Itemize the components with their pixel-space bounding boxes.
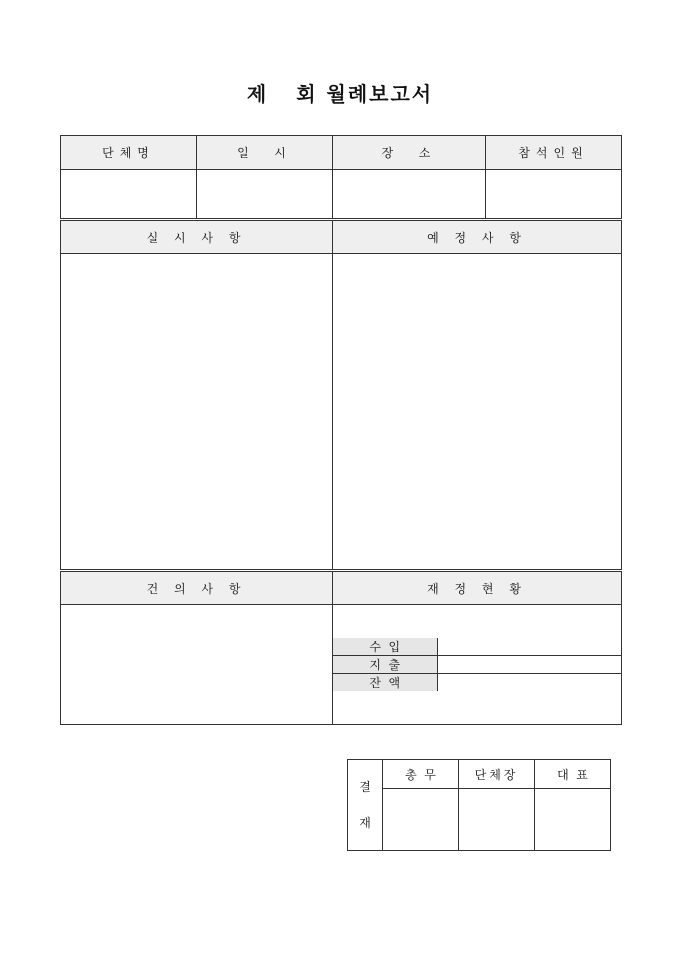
header-org-name: 단체명: [61, 136, 197, 170]
finance-income-label: 수 입: [333, 638, 437, 656]
role-secretary: 총 무: [383, 760, 459, 789]
header-attendees: 참석인원: [486, 136, 622, 170]
title-prefix: 제: [246, 82, 269, 106]
title-suffix: 회 월례보고서: [296, 82, 434, 106]
date-field[interactable]: [197, 170, 333, 220]
finance-table-cell: [333, 605, 622, 725]
finance-table: [333, 638, 621, 691]
section-done-header: 실 시 사 항: [61, 220, 333, 254]
finance-expense-value[interactable]: [437, 656, 621, 674]
finance-income-value[interactable]: [437, 638, 621, 656]
role-head: 단체장: [459, 760, 535, 789]
report-title: [0, 78, 680, 107]
attendees-field[interactable]: [486, 170, 622, 220]
approval-box: [347, 759, 611, 851]
suggestions-content-area[interactable]: [61, 605, 333, 725]
sign-head[interactable]: [459, 789, 535, 851]
approval-label-bottom: 재: [359, 816, 371, 830]
sign-secretary[interactable]: [383, 789, 459, 851]
approval-label-top: 결: [359, 780, 371, 794]
section-finance-header: 재 정 현 황: [333, 571, 622, 605]
place-field[interactable]: [333, 170, 486, 220]
org-name-field[interactable]: [61, 170, 197, 220]
role-representative: 대 표: [535, 760, 611, 789]
planned-content-area[interactable]: [333, 254, 622, 571]
finance-balance-label: 잔 액: [333, 674, 437, 692]
report-table: [60, 135, 622, 725]
sign-representative[interactable]: [535, 789, 611, 851]
finance-balance-value[interactable]: [437, 674, 621, 692]
section-planned-header: 예 정 사 항: [333, 220, 622, 254]
section-suggestions-header: 건 의 사 항: [61, 571, 333, 605]
header-place: 장 소: [333, 136, 486, 170]
finance-expense-label: 지 출: [333, 656, 437, 674]
done-content-area[interactable]: [61, 254, 333, 571]
approval-label: [348, 760, 383, 851]
header-date: 일 시: [197, 136, 333, 170]
